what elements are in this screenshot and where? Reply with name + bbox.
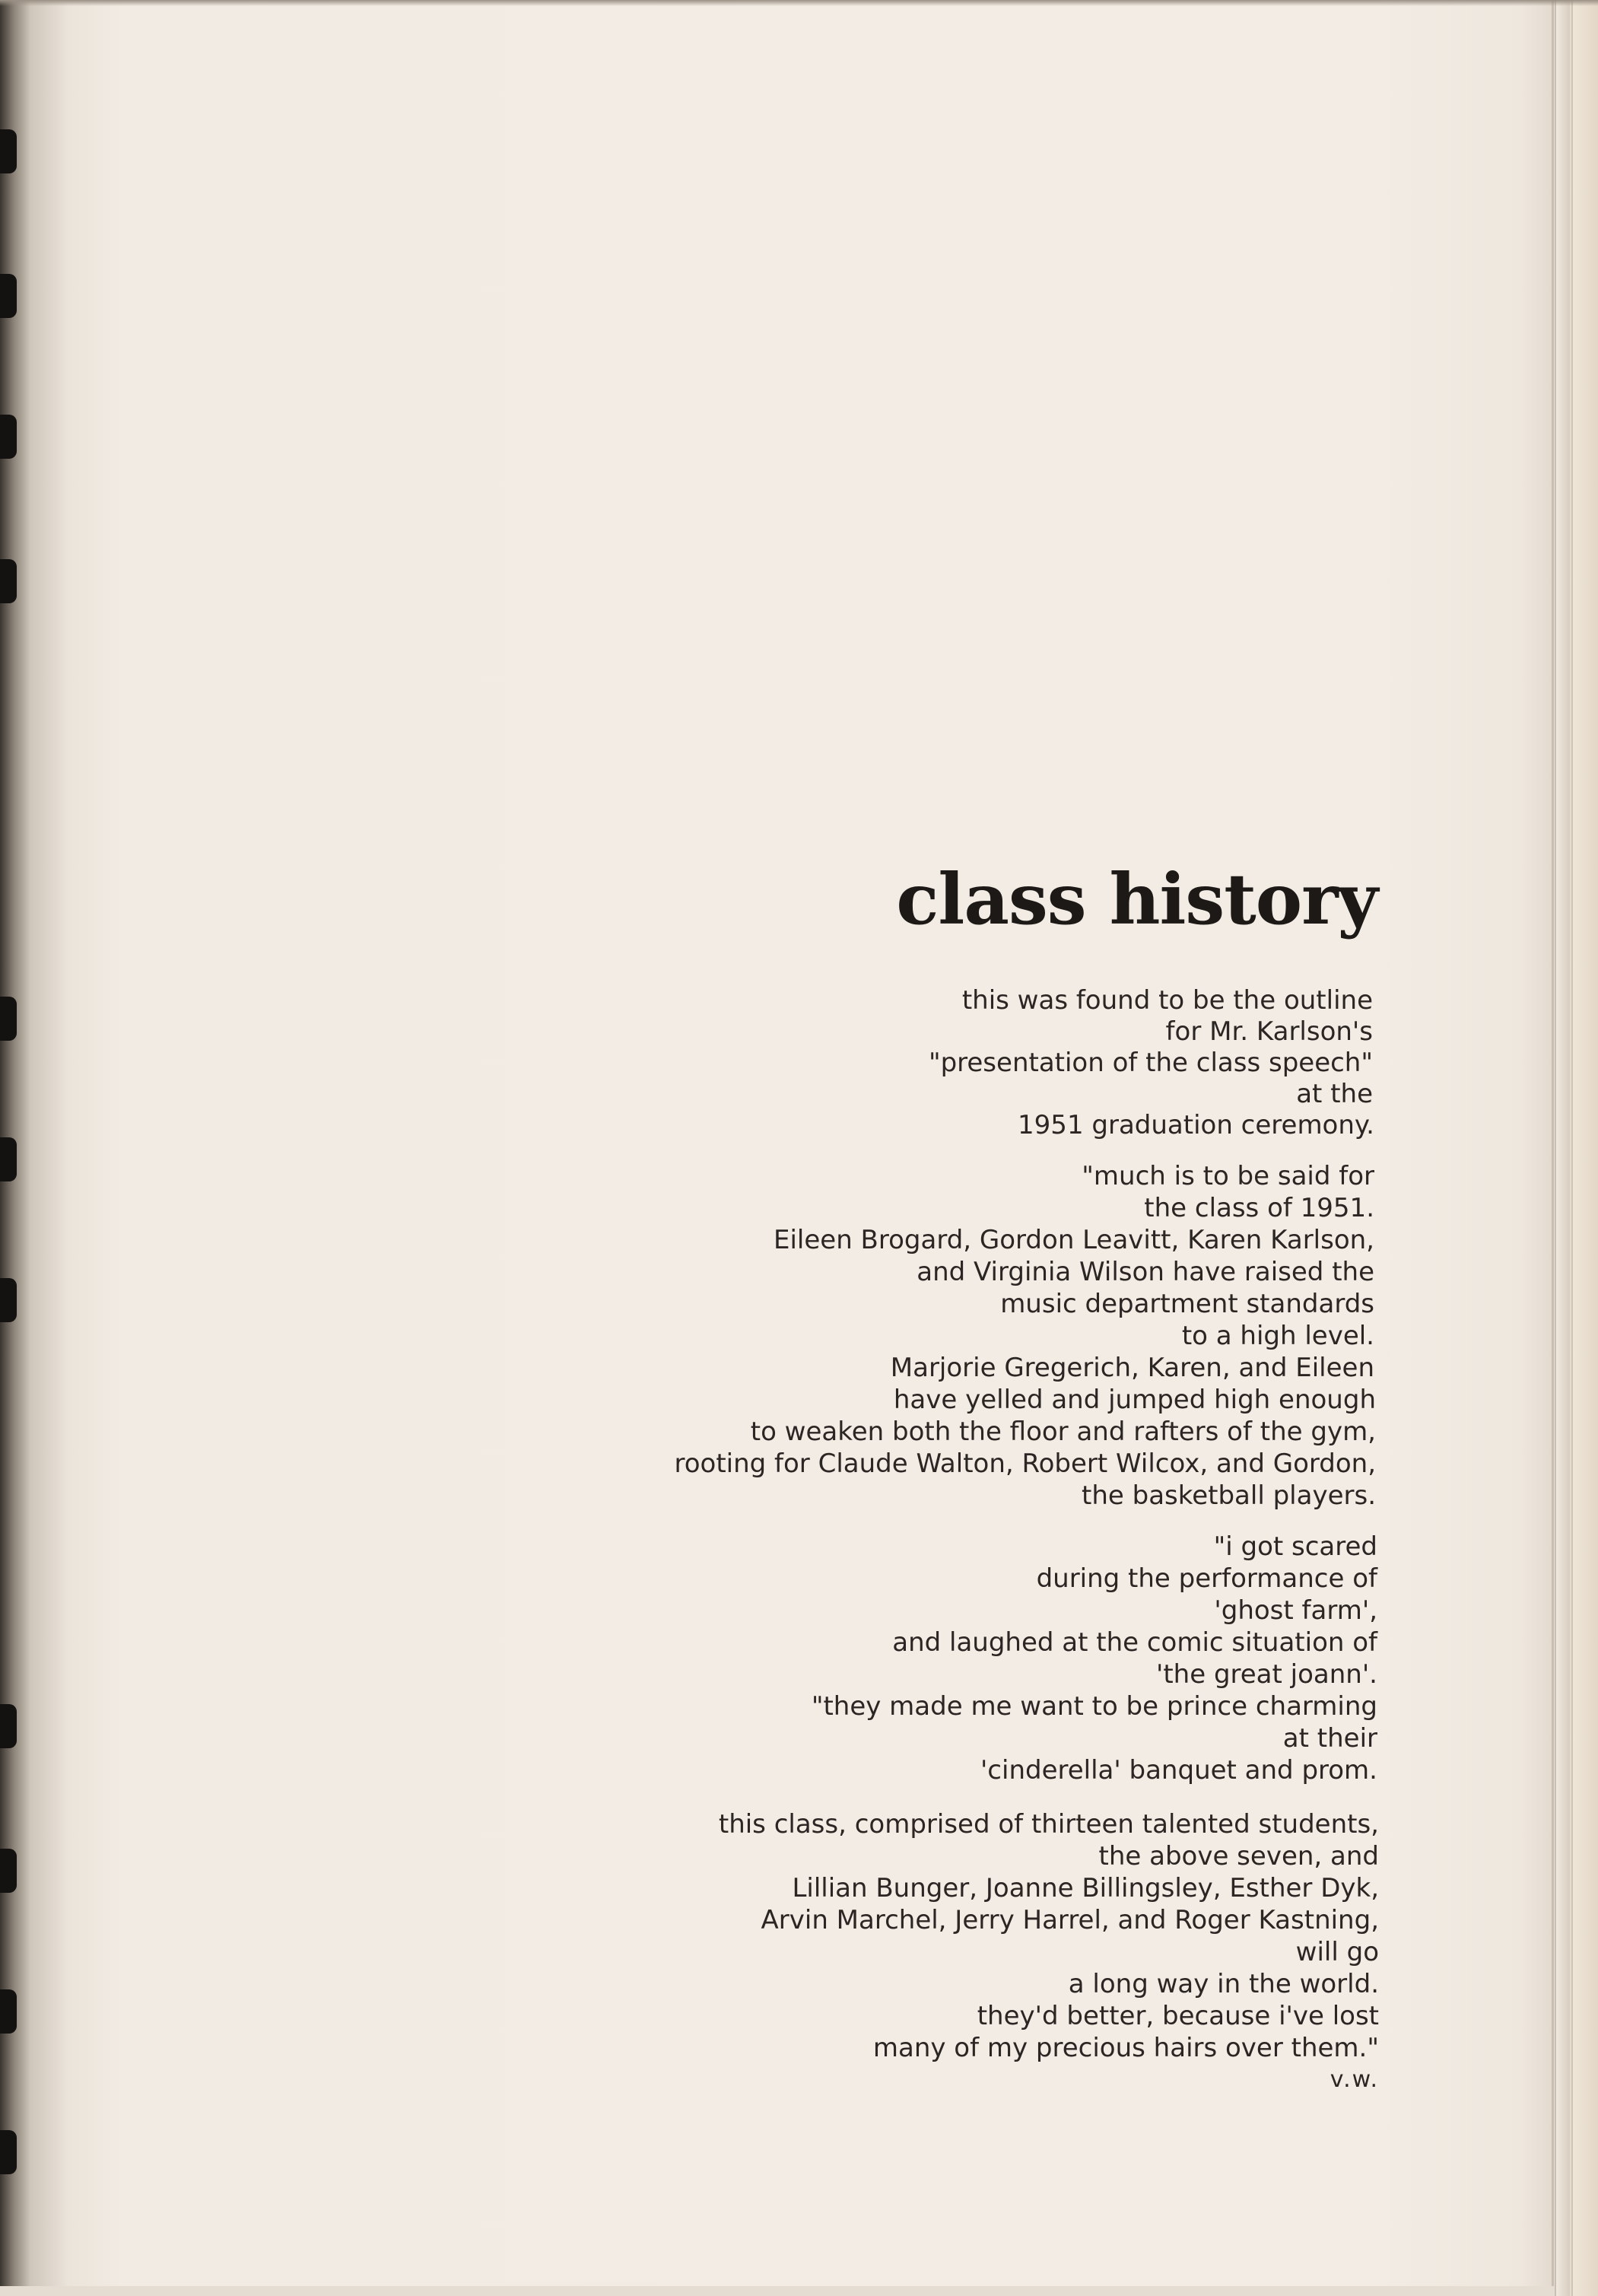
text-line: Eileen Brogard, Gordon Leavitt, Karen Karlson, [773, 1225, 1374, 1255]
binding-hole [0, 2130, 17, 2174]
page-title: class history [896, 858, 1377, 940]
text-line: "they made me want to be prince charming [811, 1691, 1377, 1722]
text-line: rooting for Claude Walton, Robert Wilcox, and Gordon, [674, 1449, 1376, 1479]
text-line: many of my precious hairs over them." [872, 2033, 1379, 2063]
text-line: during the performance of [1036, 1563, 1377, 1594]
binding-hole [0, 1989, 17, 2034]
text-line: 'the great joann'. [1156, 1659, 1377, 1690]
text-line: Arvin Marchel, Jerry Harrel, and Roger Kastning, [761, 1905, 1379, 1935]
binding-hole [0, 129, 17, 173]
text-line: this was found to be the outline [961, 985, 1373, 1016]
text-line: Lillian Bunger, Joanne Billingsley, Esther Dyk, [792, 1873, 1379, 1903]
text-line: "much is to be said for [1082, 1161, 1374, 1191]
binding-hole [0, 997, 17, 1041]
text-line: have yelled and jumped high enough [893, 1385, 1376, 1415]
binding-hole [0, 1704, 17, 1748]
text-line: to a high level. [1181, 1321, 1374, 1351]
text-line: and Virginia Wilson have raised the [917, 1257, 1374, 1287]
binding-hole [0, 274, 17, 318]
text-line: and laughed at the comic situation of [892, 1627, 1377, 1658]
text-line: the basketball players. [1082, 1480, 1376, 1511]
next-page-edge [1571, 0, 1598, 2296]
text-line: they'd better, because i've lost [977, 2001, 1379, 2031]
spiral-binding [0, 0, 20, 2296]
text-line: 1951 graduation ceremony. [1018, 1110, 1374, 1140]
text-line: a long way in the world. [1068, 1969, 1379, 1999]
text-line: the above seven, and [1098, 1841, 1379, 1871]
binding-hole [0, 1278, 17, 1322]
text-line: the class of 1951. [1144, 1193, 1374, 1223]
text-line: for Mr. Karlson's [1165, 1016, 1373, 1047]
text-line: music department standards [1000, 1289, 1374, 1319]
text-line: at the [1296, 1079, 1373, 1109]
binding-hole [0, 559, 17, 603]
text-line: 'ghost farm', [1214, 1595, 1377, 1626]
text-line: will go [1295, 1937, 1379, 1967]
text-line: "presentation of the class speech" [928, 1048, 1373, 1078]
page-edge [1555, 0, 1570, 2296]
text-line: this class, comprised of thirteen talented students, [718, 1809, 1379, 1840]
text-line: "i got scared [1213, 1531, 1377, 1562]
binding-hole [0, 415, 17, 459]
binding-hole [0, 1137, 17, 1181]
text-line: 'cinderella' banquet and prom. [980, 1755, 1377, 1786]
text-line: to weaken both the floor and rafters of the gym, [750, 1417, 1376, 1447]
binding-hole [0, 1849, 17, 1893]
text-line: at their [1282, 1723, 1377, 1754]
signature: v.w. [1330, 2066, 1379, 2093]
class-history-content [313, 0, 1377, 2296]
text-line: Marjorie Gregerich, Karen, and Eileen [890, 1353, 1374, 1383]
